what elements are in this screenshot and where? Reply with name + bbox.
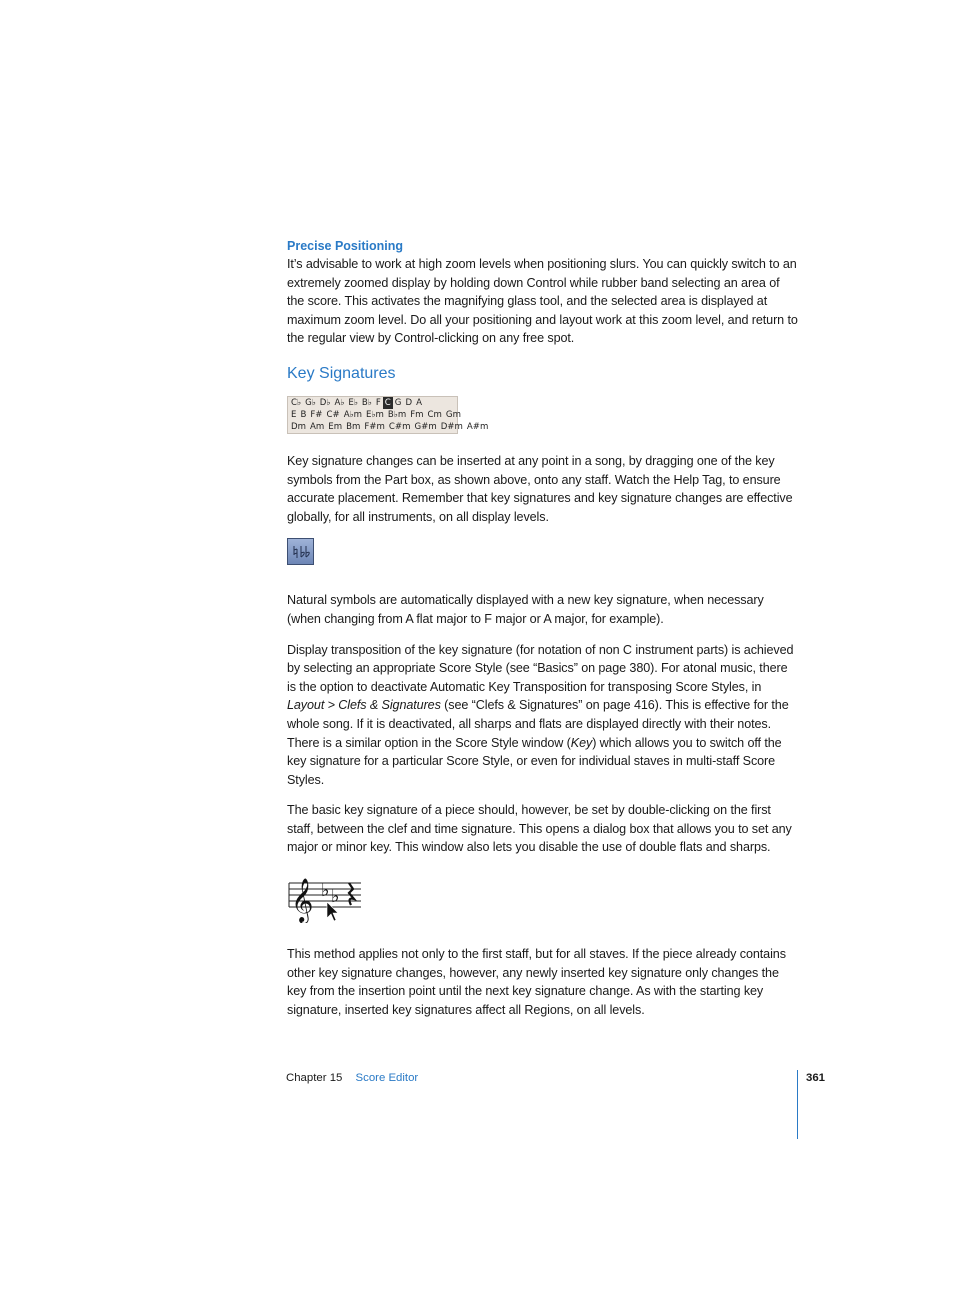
key-symbol[interactable]: Fm — [410, 409, 424, 420]
key-symbol[interactable]: C#m — [388, 421, 411, 432]
key-symbol[interactable]: F — [375, 397, 381, 408]
footer-chapter: Chapter 15 — [286, 1072, 343, 1084]
key-changes-paragraph: Key signature changes can be inserted at any point in a song, by dragging one of the key symbols from the Part box, as shown above, onto any staff. Watch the Help Tag, to ensure accurate placement. Remember that key signatures and key signature changes are effective globally, for all instruments, on all display levels. — [287, 453, 793, 524]
key-palette-row-3 — [289, 421, 489, 433]
page-number: 361 — [806, 1072, 826, 1084]
key-symbol[interactable]: Cm — [427, 409, 442, 420]
key-symbol[interactable]: Dm — [291, 421, 306, 432]
key-symbol[interactable]: D#m — [440, 421, 463, 432]
key-symbol[interactable]: G♭ — [305, 397, 316, 408]
precise-positioning-heading: Precise Positioning — [287, 239, 404, 253]
key-symbol[interactable]: E♭ — [348, 397, 358, 408]
footer-chapter-title[interactable]: Score Editor — [355, 1072, 419, 1084]
page-content — [287, 237, 799, 1031]
key-symbol[interactable]: Em — [328, 421, 343, 432]
key-symbol[interactable]: G#m — [414, 421, 437, 432]
key-symbol[interactable]: E — [291, 409, 297, 420]
method-paragraph: This method applies not only to the first staff, but for all staves. If the piece already contains other key signature changes, however, any newly inserted key signature only changes the key from the insertion point until the next key signature change. As with the starting key signature, inserted key signatures affect all Regions, on all levels. — [287, 947, 786, 1017]
key-signatures-heading: Key Signatures — [287, 364, 396, 382]
key-symbol[interactable]: B♭m — [387, 409, 407, 420]
key-symbol[interactable]: E♭m — [366, 409, 384, 420]
key-symbol[interactable]: A♭ — [334, 397, 345, 408]
key-symbol[interactable]: F# — [310, 409, 323, 420]
key-palette-row-1 — [289, 397, 456, 409]
key-symbol[interactable]: B — [300, 409, 307, 420]
svg-text:𝄞: 𝄞 — [291, 878, 314, 923]
key-symbol[interactable]: Gm — [445, 409, 461, 420]
key-symbol[interactable]: G — [394, 397, 402, 408]
key-symbol[interactable]: A♭m — [343, 409, 363, 420]
transposition-text-1: Display transposition of the key signature (for notation of non C instrument parts) is achieved by selecting an appropriate Score Style (see “Basics” on page 380). For atonal music, there is the option to deactivate Automatic Key Transposition for transposing Score Styles, in — [287, 642, 794, 694]
key-symbol[interactable]: A — [416, 397, 422, 408]
natural-symbols-paragraph: Natural symbols are automatically displayed with a new key signature, when necessary (when changing from A flat major to F major or A major, for example). — [287, 593, 764, 626]
footer-divider — [797, 1070, 798, 1139]
key-symbol[interactable]: Bm — [346, 421, 361, 432]
transposition-key-label: Key — [570, 735, 593, 750]
svg-text:♭: ♭ — [331, 886, 340, 908]
key-symbol[interactable]: D — [405, 397, 413, 408]
natural-symbols-icon — [287, 538, 314, 565]
key-symbol[interactable]: C♭ — [291, 397, 302, 408]
key-signature-palette — [287, 396, 489, 434]
transposition-paragraph — [287, 641, 799, 790]
key-palette-row-2 — [289, 409, 461, 421]
key-symbol[interactable]: F#m — [364, 421, 385, 432]
precise-positioning-paragraph: It’s advisable to work at high zoom levels when positioning slurs. You can quickly switch to an extremely zoomed display by holding down Control while rubber band selecting an area of the score. This activates the magnifying glass tool, and the selected area is displayed at maximum zoom level. Do all your positioning and layout work at this zoom level, and return to the regular view by Control-clicking on any free spot. — [287, 257, 798, 346]
key-symbol[interactable]: D♭ — [319, 397, 331, 408]
key-symbol[interactable]: Am — [310, 421, 325, 432]
basic-key-paragraph: The basic key signature of a piece should, however, be set by double-clicking on the first staff, between the clef and time signature. This opens a dialog box that allows you to set any major or minor key. This window also lets you disable the use of double flats and sharps. — [287, 803, 792, 855]
svg-text:♭: ♭ — [321, 880, 330, 902]
natural-glyph-icon — [291, 544, 311, 560]
transposition-menu-path: Layout > Clefs & Signatures — [287, 698, 441, 713]
key-symbol[interactable]: C — [384, 397, 391, 408]
key-symbol[interactable]: A#m — [466, 421, 489, 432]
transposition-text-2: (see “Clefs & Signatures” on page 416). This is effective for the whole song. If it is deactivated, all sharps and flats are displayed directly with their notes. There is a similar option in the Score Style window ( — [287, 698, 789, 750]
staff-key-signature-figure — [287, 869, 363, 923]
staff-with-treble-clef-icon — [287, 869, 363, 923]
page-footer — [286, 1071, 418, 1085]
key-symbol[interactable]: C# — [326, 409, 340, 420]
transposition-text-3: ) which allows you to switch off the key signature for a particular Score Style, or even for individual staves in multi-staff Score Styles. — [287, 735, 782, 787]
key-symbol[interactable]: B♭ — [361, 397, 372, 408]
